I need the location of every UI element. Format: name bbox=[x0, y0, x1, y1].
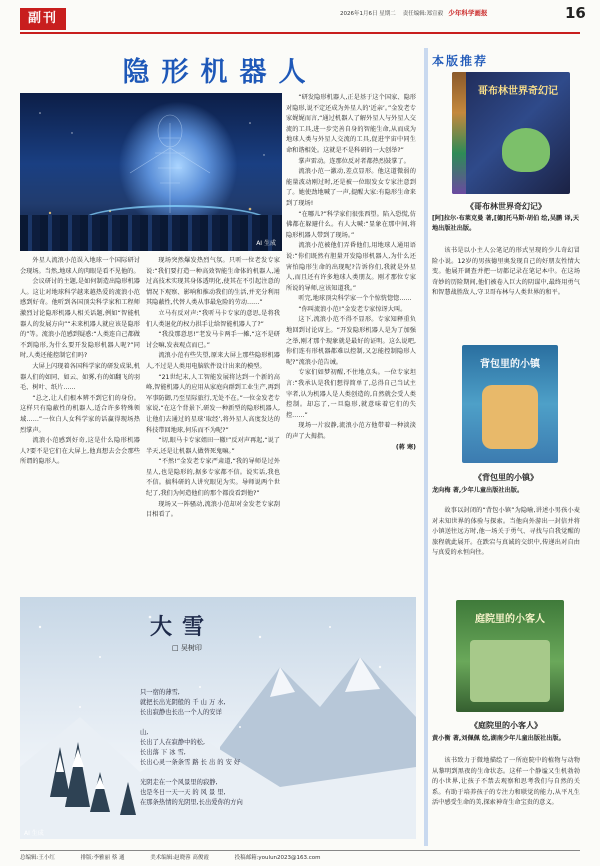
paragraph: 专家们如梦初醒,不住地点头。一位专家坦言:“我承认是我们想得简单了,总得自己当试主宰者,认为机器人是人类创造的,自然就会受人类控制。却忘了,一旦隐形,就意味着它们的失控……” bbox=[286, 369, 416, 419]
paragraph: “21世纪末,人工智能发展将达到一个新的高峰,智能机器人的应用从家庭向群到工业生产,再到军事防御,乃至星际旅行,无处不在。”一位金发老专家说,“在这个背景下,研发一种新型的隐形机器人,让他们去通过的星球‘取经’,将外星人高度发达的科技带回地球,何乐而不为呢?” bbox=[146, 373, 280, 434]
poem-line bbox=[140, 768, 300, 778]
book-author-text: 黄小衡 著,刘佩佩 绘,湖南少年儿童出版社出版。 bbox=[432, 735, 565, 742]
book-description bbox=[432, 246, 580, 342]
book-description bbox=[432, 506, 580, 588]
paragraph: 现场一片寂静,流浪小范方他带着一种淡淡的声了大拇指。 bbox=[286, 422, 416, 440]
paragraph: “总之,让人们根本辨不到它们的身份。这样只有隐蔽性的机器人,适合许多特殊领域……”一位白人女科学家的话赢得现场热烈掌声。 bbox=[20, 394, 140, 434]
book-cover-title: 庭院里的小客人 bbox=[475, 614, 545, 625]
book-description bbox=[432, 756, 580, 846]
paragraph: 掌声雷动。连那位反对者都热烈鼓掌了。 bbox=[298, 157, 410, 165]
paragraph: 该书是以小主人公笔记的形式呈现的少儿奇幻冒险小说。12岁的男孩德里奥发现自己的好朋友性情大变。他展开调查并把一切都记录在笔记本中。在这场奇妙的历险期间,他们被卷入巨大的阴谋中,最终用勇气和智慧战胜敌人,守卫哥布林与人类世界的和平。 bbox=[432, 247, 580, 297]
book-author bbox=[432, 734, 580, 744]
paragraph: “切,眼马卡专家姐田一辙!”反对声再起,“说了半天,还是让机器人做替死鬼嘛。” bbox=[146, 437, 280, 455]
book-cover-backpack bbox=[462, 345, 558, 463]
paragraph: 该书致力于微地描绘了一所庭院中的植物与动物从黎明到黑夜的生命状态。这样一个静谧又生机勃勃的小世界,让孩子不禁去观察和思考我们与自然的关系。有助于培养孩子的专注力和联觉的能力,从平凡生活中感受生命的美,探索神奇生命宝贵的意义。 bbox=[432, 757, 580, 807]
paragraph: 会议研讨的主题,是如何制造出隐形机器人。这让对地球科学越来越热爱的流浪小范感到好奇。他听到各国顶尖科学家和工程师激烈讨论隐形机器人相关话题,例如“智能机器人的发展方向”“未来机器人就应该是隐形的”等。流浪小范感到疑惑:“人类连自己都做不到隐形,为什么要开发隐形机器人呢?”同时,人类还能控制它们吗? bbox=[20, 278, 140, 360]
book-cover-garden bbox=[456, 600, 564, 712]
paragraph: 流浪小范一激动,差点显形。他这道微弱的能量波动刚过时,还是被一位眼发女专家注意到了。她使劲地喊了一声,提醒大家:有隐形生命来到了现场! bbox=[286, 168, 416, 207]
paragraph: 现场突然爆发热烈气氛。只听一位老发专家说:“我们要打造一种高效智能生命体的机器人,通过高技术实现其身体透明化,使其在不引起注意的情况下观察、影响和推动我们的生活,并充分利用其隐蔽性,代替人类从事最危险的劳动……” bbox=[146, 257, 280, 307]
sidebar-heading: 本版推荐 bbox=[432, 54, 489, 68]
garden-figure bbox=[470, 640, 550, 702]
poem-line: 长出寂静也长出一个人的安详 bbox=[140, 709, 222, 716]
footer-divider bbox=[20, 850, 580, 851]
book-cover-title: 背包里的小镇 bbox=[480, 359, 540, 370]
paragraph: 这下,流浪小范不得不显形。专家知释重负地回到讨论席上。“开发隐形机器人是为了加强之举,刚才那个现象就是最好的证明。这么说吧,你们连有形机器都难以控制,又怎能控制隐形人呢?”流浪小范告诫。 bbox=[286, 316, 416, 366]
issue-date: 2026年1月6日 星期二 bbox=[340, 11, 396, 17]
book-author bbox=[432, 486, 580, 496]
footer-typesetting: 排版:李雅丽 蔡 通 bbox=[80, 855, 125, 861]
poem-line: 只一宿的薄雪, bbox=[140, 689, 180, 696]
paragraph: 流浪小范被他们弄昏他们,用地球人通用语说:“你们既然有胆量开发隐形机器人,为什么还害怕隐形生命的出现呢?告诉你们,我就是外星人,而且还有许多地球人类朋友。刚才那位专家所说的导师,应该知道我。” bbox=[286, 242, 416, 292]
paragraph: 听完,地球顶尖科学家一个个惊恍惚惚…… bbox=[298, 295, 412, 303]
section-tag: 副刊 bbox=[20, 8, 66, 30]
poem-title: 大雪 bbox=[150, 615, 215, 640]
poem-image-credit: AI 生成 bbox=[24, 830, 44, 837]
paragraph: 外星人流浪小范误入地球一个国际研讨会现场。当然,地球人的肉眼是看不见他的。 bbox=[20, 257, 140, 275]
book-title: 《背包里的小镇》 bbox=[474, 473, 538, 482]
paragraph: “我没那意思!”老发马卡两手一摊,“这不是研讨会嘛,发表观点而已。” bbox=[146, 331, 280, 349]
article-column-3 bbox=[286, 93, 416, 592]
paragraph: 立马有反对声:“我听马卡专家的意思,是将我们人类退化的权力拱手让给智能机器人了?” bbox=[146, 309, 280, 328]
article-column-1 bbox=[20, 256, 140, 592]
paragraph: 流浪小范感到好奇,这是什么隐形机器人?要不是它们在大屏上,他真想去会会那些所谓的隐形人。 bbox=[20, 437, 140, 466]
book-author bbox=[432, 214, 580, 233]
paragraph: 流浪小范有些失望,原来大屏上那些隐形机器人,不过是人类用电脑软件设计出来的模型。 bbox=[146, 352, 280, 370]
hero-illustration bbox=[20, 93, 282, 251]
paper-logo: 少年科学画报 bbox=[448, 9, 488, 17]
poem-line: 长出落 下 冰 雪, bbox=[140, 749, 186, 756]
book-spines bbox=[452, 72, 466, 194]
footer bbox=[20, 853, 580, 861]
paragraph: “不然!”金发老专家严肃道,“我的导师是过外星人,也是隐形的,据多专家都不信。说实话,我也不信。搞科研的人讲究眼见为实。导师说两个世纪了,我们为何造他们的那个都没看到他?” bbox=[146, 458, 280, 498]
poem-line: 长出了人在寂静中的松, bbox=[140, 739, 205, 746]
book-title: 《哥布林世界奇幻记》 bbox=[466, 202, 546, 211]
page-number: 16 bbox=[565, 4, 586, 22]
paragraph: “在哪儿?”科学家们很张西望。陷入恐慌,仿佛都在躲避什么。有人大喊:“显象在那中间,将隐形机器人带到了现场。” bbox=[286, 210, 416, 239]
poem-author: □ 吴树印 bbox=[172, 644, 202, 652]
book-author-text: 龙向梅 著,少年儿童出版社出版。 bbox=[432, 487, 524, 494]
footer-art: 美术编辑:赵晓蓉 高俊霞 bbox=[150, 855, 209, 861]
paragraph: 故事以封闭的“背包小镇”为隐喻,讲述小男孩小麦对未知世界的体验与探索。当他向外游出一封信并将小镇送往远方时,他一场关于勇气、寻找与自我觉醒的旅程就此展开。在跌宕与真诚的交织中,传递出对自由与真爱的永恒向往。 bbox=[432, 507, 580, 557]
header-meta bbox=[340, 8, 580, 22]
poem-line: 山, bbox=[140, 729, 149, 736]
poem-line: 在那条热情的光阴里,长出爱你的方向 bbox=[140, 799, 243, 806]
image-credit: AI 生成 bbox=[256, 240, 276, 247]
backpack-figure bbox=[482, 385, 538, 449]
poem-line: 也是冬日一天一天 的 风 景 里, bbox=[140, 789, 226, 796]
book-title: 《庭院里的小客人》 bbox=[470, 721, 542, 730]
book-cover-goblin bbox=[452, 72, 570, 194]
poem-line: 长出心灵一条条雪 路 长 出 的 安 好 bbox=[140, 759, 241, 766]
article-title: 隐形机器人 bbox=[122, 57, 318, 88]
goblin-figure bbox=[502, 128, 550, 172]
paragraph: “研发隐形机器人,正是基于这个国家、隐形对隐形,说不定还成为外星人的‘近亲’。”金发老专家娓娓而言,“通过机器人了解外星人与外星人交流的工具,进一步完善自身的智能生命,从而成为地球人类与外星人交流的工具,促进宇宙中同生命和谐相处。这就是不是科研的一大创举?” bbox=[286, 94, 416, 154]
sidebar-rule bbox=[424, 48, 428, 846]
article-byline: (蒋 寒) bbox=[395, 443, 416, 451]
article-column-2 bbox=[146, 256, 280, 592]
poem-line: 就把长出光阴般的 千 山 万 水, bbox=[140, 699, 226, 706]
paragraph: 现场又一阵骚动,流浪小范却对金发老专家刮目相看了。 bbox=[146, 500, 280, 519]
footer-chief: 总编辑:王小红 bbox=[20, 855, 55, 861]
header-divider bbox=[20, 32, 580, 34]
page-editor: 责任编辑:郑宣毅 bbox=[402, 11, 444, 17]
poem-line: 光阴走在一个风景里的寂静, bbox=[140, 779, 218, 786]
paragraph: “你叫流浪小范!”金发老专家惊讶大叫。 bbox=[298, 305, 407, 313]
footer-email[interactable]: 投稿邮箱:youlun2023@163.com bbox=[234, 855, 321, 861]
poem-line bbox=[140, 718, 300, 728]
paragraph: 大屏上闪现着各国科学家的研发成果,机器人们的如同、如云、如雾,有的如翻飞的羽毛、树叶、纸片…… bbox=[20, 362, 140, 392]
poem-body bbox=[140, 688, 300, 808]
book-author-text: [阿]拉尔·布莱克曼 著,[德]托马斯·胡伯 绘,吴鹏 译,天地出版社出版。 bbox=[432, 215, 580, 232]
city-skyline bbox=[20, 215, 282, 251]
book-cover-title: 哥布林世界奇幻记 bbox=[478, 86, 558, 97]
